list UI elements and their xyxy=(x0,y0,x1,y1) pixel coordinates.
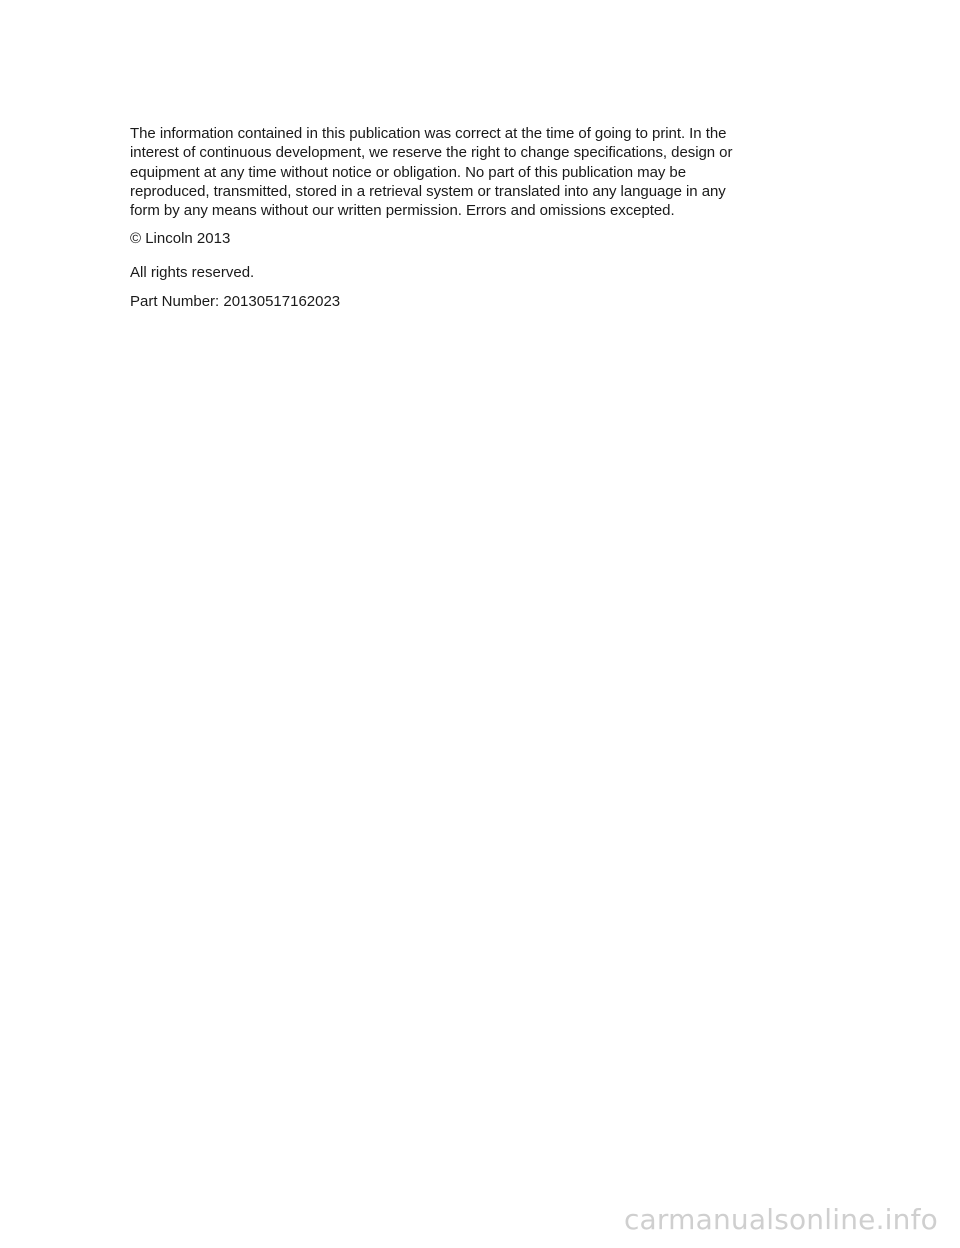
notice-line: reproduced, transmitted, stored in a retrieval system or translated into any language in any xyxy=(130,182,726,200)
notice-line: equipment at any time without notice or obligation. No part of this publication may be xyxy=(130,163,687,181)
publication-notice xyxy=(130,124,830,220)
rights-reserved: All rights reserved. xyxy=(130,264,255,282)
copyright-line: © Lincoln 2013 xyxy=(130,230,231,248)
notice-line: form by any means without our written permission. Errors and omissions excepted. xyxy=(130,202,675,220)
part-number: Part Number: 20130517162023 xyxy=(130,293,341,311)
notice-line: interest of continuous development, we reserve the right to change specifications, design or xyxy=(130,144,733,162)
notice-line: The information contained in this publication was correct at the time of going to print. In the xyxy=(130,125,727,142)
site-watermark: carmanualsonline.info xyxy=(623,1203,938,1236)
document-content xyxy=(130,124,830,311)
